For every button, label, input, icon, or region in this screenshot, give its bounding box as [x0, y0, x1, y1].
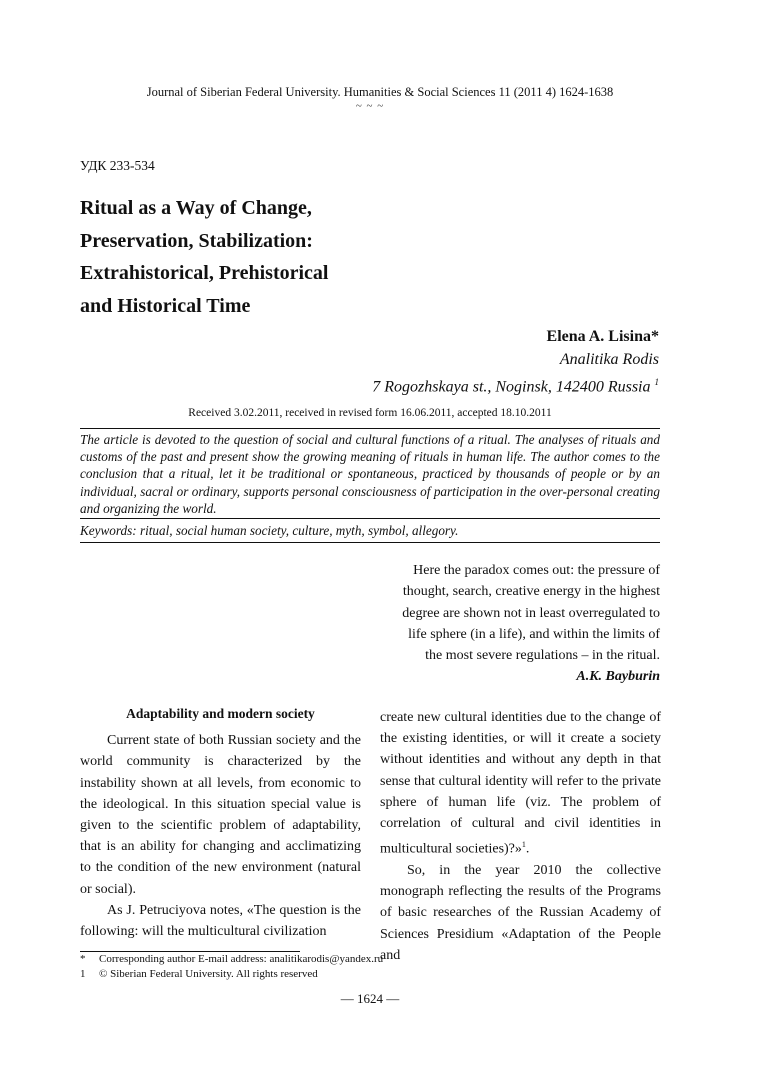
abstract: The article is devoted to the question of social and cultural functions of a ritual. The analyses of rituals and customs of the past and present show the growing meaning of rituals in human life. The author comes to the conclusion that a ritual, let it be traditional or spontaneous, practiced by thousands of people or by an individual, sacral or ordinary, supports personal consciousness of participation in the over-personal creating and organizing the world.	[80, 432, 660, 516]
author-name: Elena A. Lisina*	[546, 328, 659, 345]
epigraph-attribution: A.K. Bayburin	[576, 669, 660, 685]
title-line: Ritual as a Way of Change,	[80, 197, 312, 219]
title-line: and Historical Time	[80, 294, 251, 317]
right-column	[380, 707, 661, 966]
footnote	[80, 967, 383, 982]
reference-mark: 1	[521, 840, 526, 850]
header-separator: ~ ~ ~	[355, 100, 385, 112]
page-number: — 1624 —	[340, 991, 400, 1006]
keywords-bottom-rule	[80, 542, 660, 543]
paragraph: So, in the year 2010 the collective monograph reflecting the results of the Programs of basic researches of the Russian Academy of Sciences Presidium «Adaptation of the People and	[380, 863, 661, 963]
paragraph-text: create new cultural identities due to the change of the existing identities, or will it create a society without identities and without any depth in that sense that cultural identity will refer to the private sphere of human life (viz. The problem of correlation of cultural and civil identities in multicultural societies)?»	[380, 710, 661, 857]
udk-code: УДК 233-534	[80, 158, 155, 173]
footnote-mark: *	[80, 953, 86, 965]
abstract-top-rule	[80, 428, 660, 429]
author-affiliation: Analitika Rodis	[559, 351, 659, 368]
title-line: Extrahistorical, Prehistorical	[80, 262, 329, 284]
paragraph: As J. Petruciyova notes, «The question is the following: will the multicultural civilization	[80, 902, 361, 940]
journal-header: Journal of Siberian Federal University. Humanities & Social Sciences 11 (2011 4) 1624-1638	[146, 85, 614, 99]
author-address: 7 Rogozhskaya st., Noginsk, 142400 Russia	[372, 378, 651, 396]
paragraph-end: .	[525, 841, 530, 857]
author-address-line	[372, 371, 659, 398]
footnote-text: © Siberian Federal University. All rights reserved	[99, 968, 318, 980]
paragraph-continued	[380, 707, 661, 860]
footnote-text: Corresponding author E-mail address: analitikarodis@yandex.ru	[99, 953, 384, 965]
epigraph-text: Here the paradox comes out: the pressure of thought, search, creative energy in the highest degree are shown not in least overregulated to life sphere (in a life), and within the limits of the most severe regulations – in the ritual.	[402, 563, 660, 664]
keywords: Keywords: ritual, social human society, culture, myth, symbol, allegory.	[80, 523, 459, 538]
epigraph	[388, 560, 660, 688]
left-column	[80, 703, 361, 942]
footnote	[80, 952, 383, 967]
article-title	[80, 192, 380, 322]
abstract-bottom-rule	[80, 518, 660, 519]
author-block	[372, 325, 659, 398]
received-dates: Received 3.02.2011, received in revised form 16.06.2011, accepted 18.10.2011	[188, 407, 552, 419]
footnote-mark: 1	[80, 968, 86, 980]
title-line: Preservation, Stabilization:	[80, 229, 313, 252]
section-heading: Adaptability and modern society	[126, 706, 315, 721]
address-footnote-mark: 1	[654, 377, 659, 387]
footnotes	[80, 952, 383, 982]
paragraph: Current state of both Russian society and the world community is characterized by the instability shown at all levels, from economic to the ideological. In this situation special value is given to the scientific problem of adaptability, that is an ability for changing and acclimatizing to the condition of the new environment (natural or social).	[80, 733, 361, 897]
